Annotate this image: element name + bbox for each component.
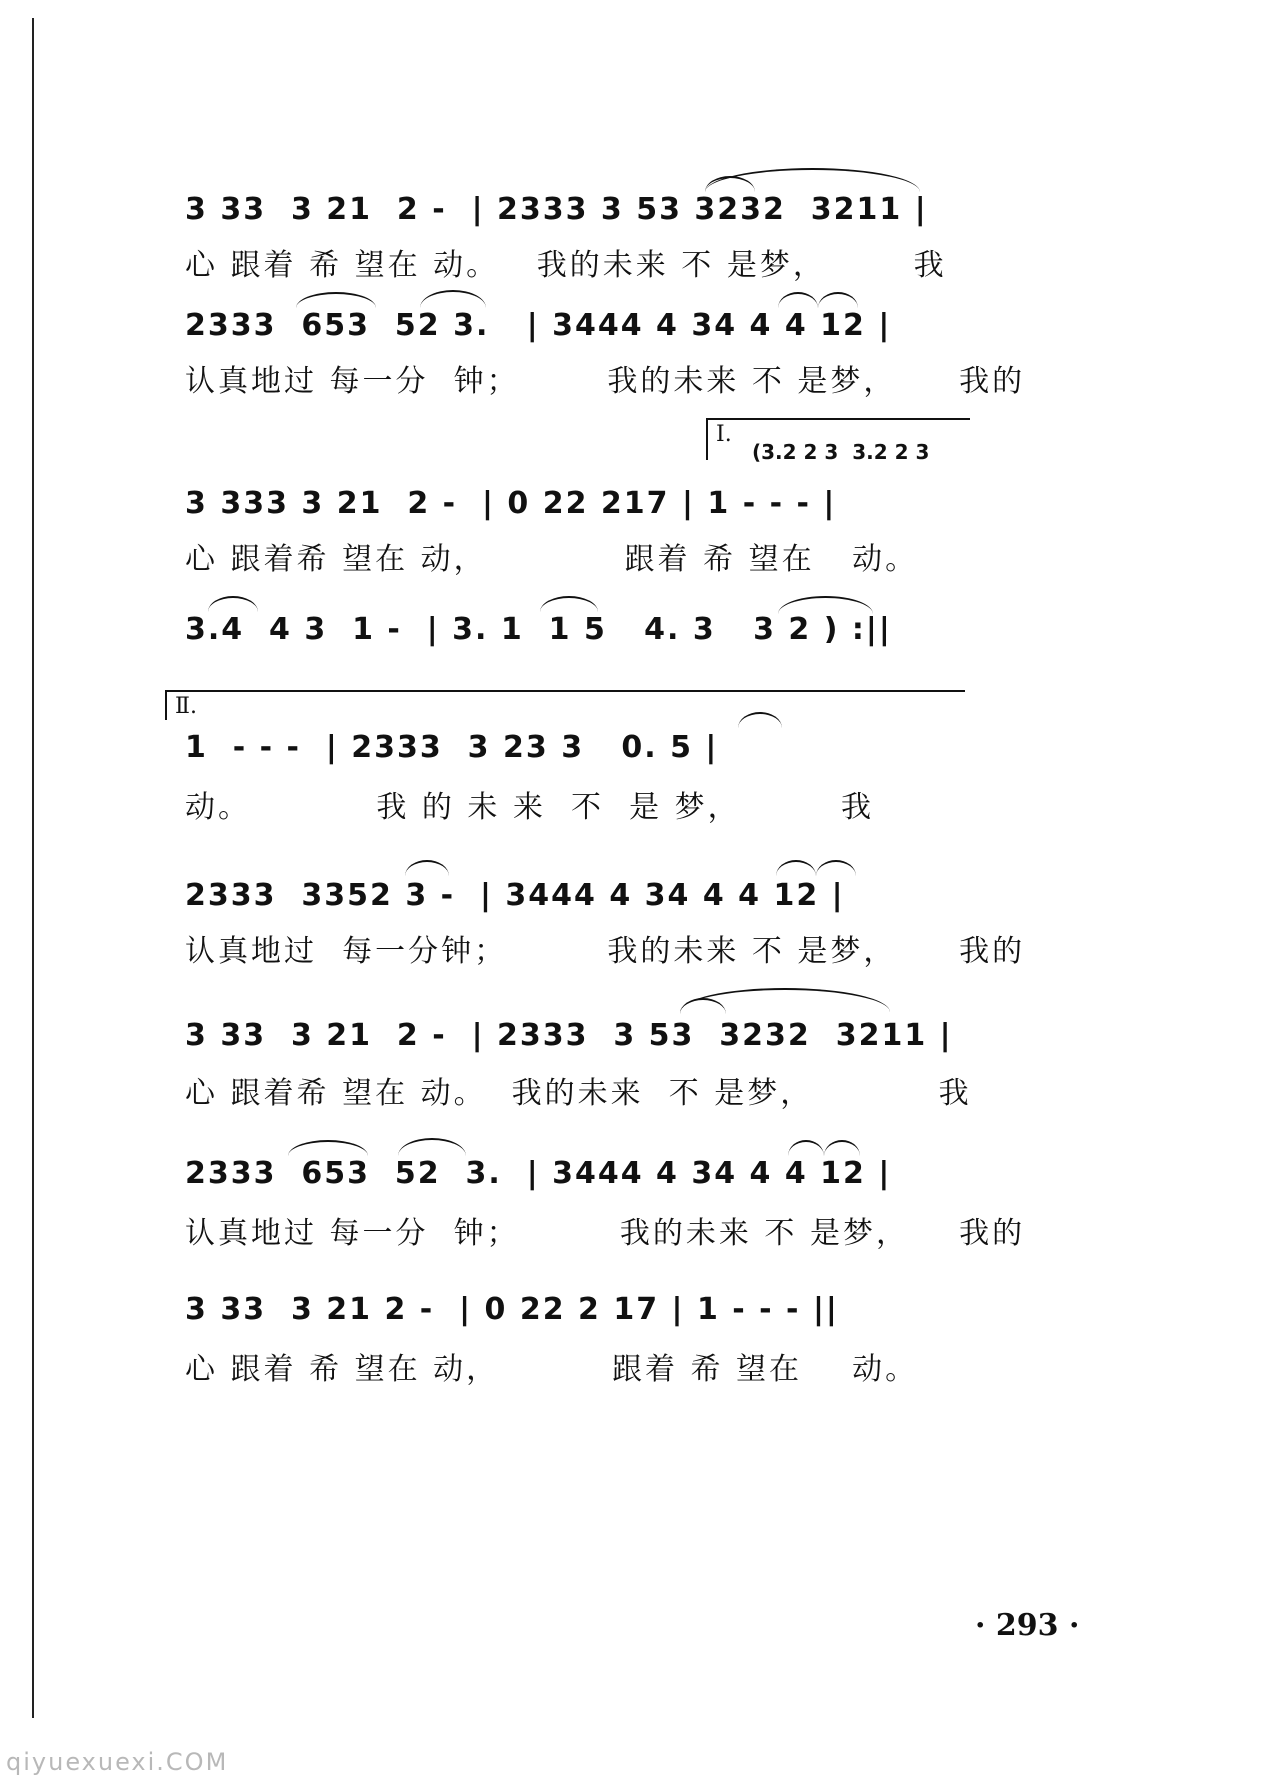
slur (208, 596, 258, 612)
notation-line-7: 3 33 3 21 2 - | 2333 3 53 3232 3211 | (185, 1018, 953, 1053)
lyrics-line-5: 动。 我 的 未 来 不 是 梦， 我 (185, 790, 874, 825)
slur (816, 860, 856, 876)
notation-line-9: 3 33 3 21 2 - | 0 22 2 17 | 1 - - - || (185, 1292, 839, 1327)
slur (398, 1138, 466, 1156)
lyrics-line-9: 心 跟着 希 望在 动， 跟着 希 望在 动。 (185, 1352, 919, 1387)
triplet-slur (296, 292, 376, 308)
slur (420, 290, 486, 308)
lyrics-line-6: 认真地过 每一分钟； 我的未来 不 是梦， 我的 (185, 934, 1026, 969)
notation-line-6: 2333 3352 3 - | 3444 4 34 4 4 12 | (185, 878, 845, 913)
volta-first-label: Ⅰ. (716, 422, 732, 447)
slur (776, 860, 816, 876)
lyrics-line-1: 心 跟着 希 望在 动。 我的未来 不 是梦， 我 (185, 248, 947, 283)
notation-line-8: 2333 653 52 3. | 3444 4 34 4 4 12 | (185, 1156, 892, 1191)
slur (788, 1140, 824, 1156)
lyrics-line-8: 认真地过 每一分 钟； 我的未来 不 是梦， 我的 (185, 1216, 1026, 1251)
lyrics-line-7: 心 跟着希 望在 动。 我的未来 不 是梦， 我 (185, 1076, 972, 1111)
notation-line-5: 1 - - - | 2333 3 23 3 0. 5 | (185, 730, 719, 765)
slur (818, 292, 858, 308)
site-watermark: qiyuexuexi.COM (6, 1748, 229, 1776)
notation-line-1: 3 33 3 21 2 - | 2333 3 53 3232 3211 | (185, 192, 928, 227)
volta-first-notes: (3.2 2 3 3.2 2 3 (752, 440, 930, 464)
volta-second-label: Ⅱ. (175, 694, 197, 719)
notation-line-2: 2333 653 52 3. | 3444 4 34 4 4 12 | (185, 308, 892, 343)
slur (824, 1140, 860, 1156)
page-number: · 293 · (975, 1608, 1080, 1643)
notation-line-3: 3 333 3 21 2 - | 0 22 217 | 1 - - - | (185, 486, 837, 521)
lyrics-line-2: 认真地过 每一分 钟； 我的未来 不 是梦， 我的 (185, 364, 1026, 399)
slur (778, 596, 873, 614)
triplet-slur (288, 1140, 368, 1156)
slur (540, 596, 598, 612)
slur (405, 860, 449, 876)
lyrics-line-3: 心 跟着希 望在 动， 跟着 希 望在 动。 (185, 542, 919, 577)
slur (778, 292, 818, 308)
volta-second-ending (165, 690, 965, 720)
notation-line-4: 3.4 4 3 1 - | 3. 1 1 5 4. 3 3 2 ) :|| (185, 612, 892, 647)
